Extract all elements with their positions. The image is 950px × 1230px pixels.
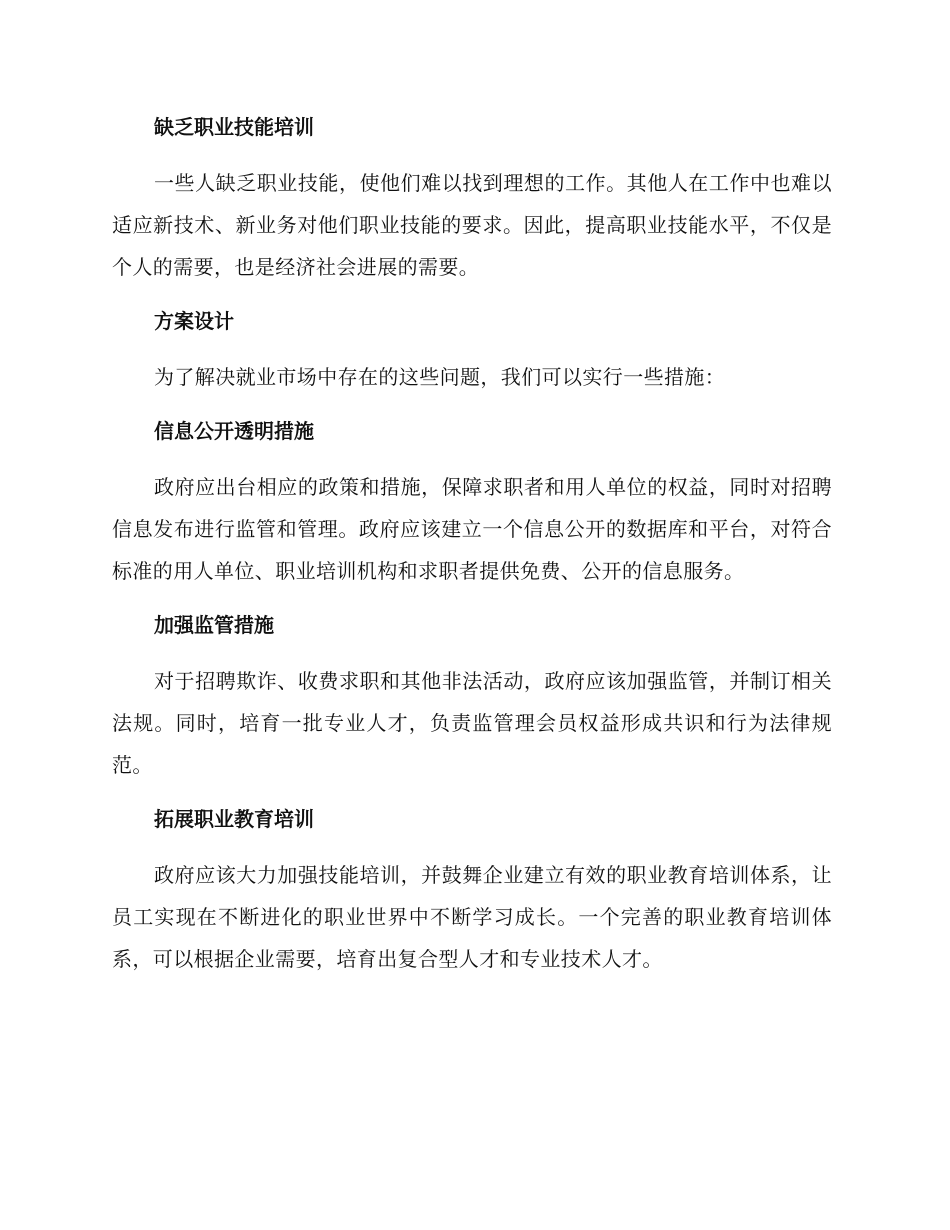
section-heading-information-transparency: 信息公开透明措施 <box>154 419 314 443</box>
section-heading-vocational-education: 拓展职业教育培训 <box>154 807 314 831</box>
document-body <box>112 107 832 993</box>
section-paragraph-information-transparency: 政府应出台相应的政策和措施，保障求职者和用人单位的权益，同时对招聘信息发布进行监管和管理。政府应该建立一个信息公开的数据库和平台，对符合标准的用人单位、职业培训机构和求职者提供免费、公开的信息服务。 <box>112 475 832 583</box>
section-paragraph-skills-training: 一些人缺乏职业技能，使他们难以找到理想的工作。其他人在工作中也难以适应新技术、新业务对他们职业技能的要求。因此，提高职业技能水平，不仅是个人的需要，也是经济社会进展的需要。 <box>112 171 832 279</box>
section-heading-skills-training: 缺乏职业技能培训 <box>154 115 314 139</box>
section-paragraph-plan-design: 为了解决就业市场中存在的这些问题，我们可以实行一些措施： <box>154 365 726 389</box>
section-paragraph-vocational-education: 政府应该大力加强技能培训，并鼓舞企业建立有效的职业教育培训体系，让员工实现在不断进化的职业世界中不断学习成长。一个完善的职业教育培训体系，可以根据企业需要，培育出复合型人才和专业技术人才。 <box>112 863 832 971</box>
section-paragraph-strengthen-supervision: 对于招聘欺诈、收费求职和其他非法活动，政府应该加强监管，并制订相关法规。同时，培育一批专业人才，负责监管理会员权益形成共识和行为法律规范。 <box>112 669 832 777</box>
section-heading-plan-design: 方案设计 <box>154 309 234 333</box>
section-heading-strengthen-supervision: 加强监管措施 <box>154 613 274 637</box>
